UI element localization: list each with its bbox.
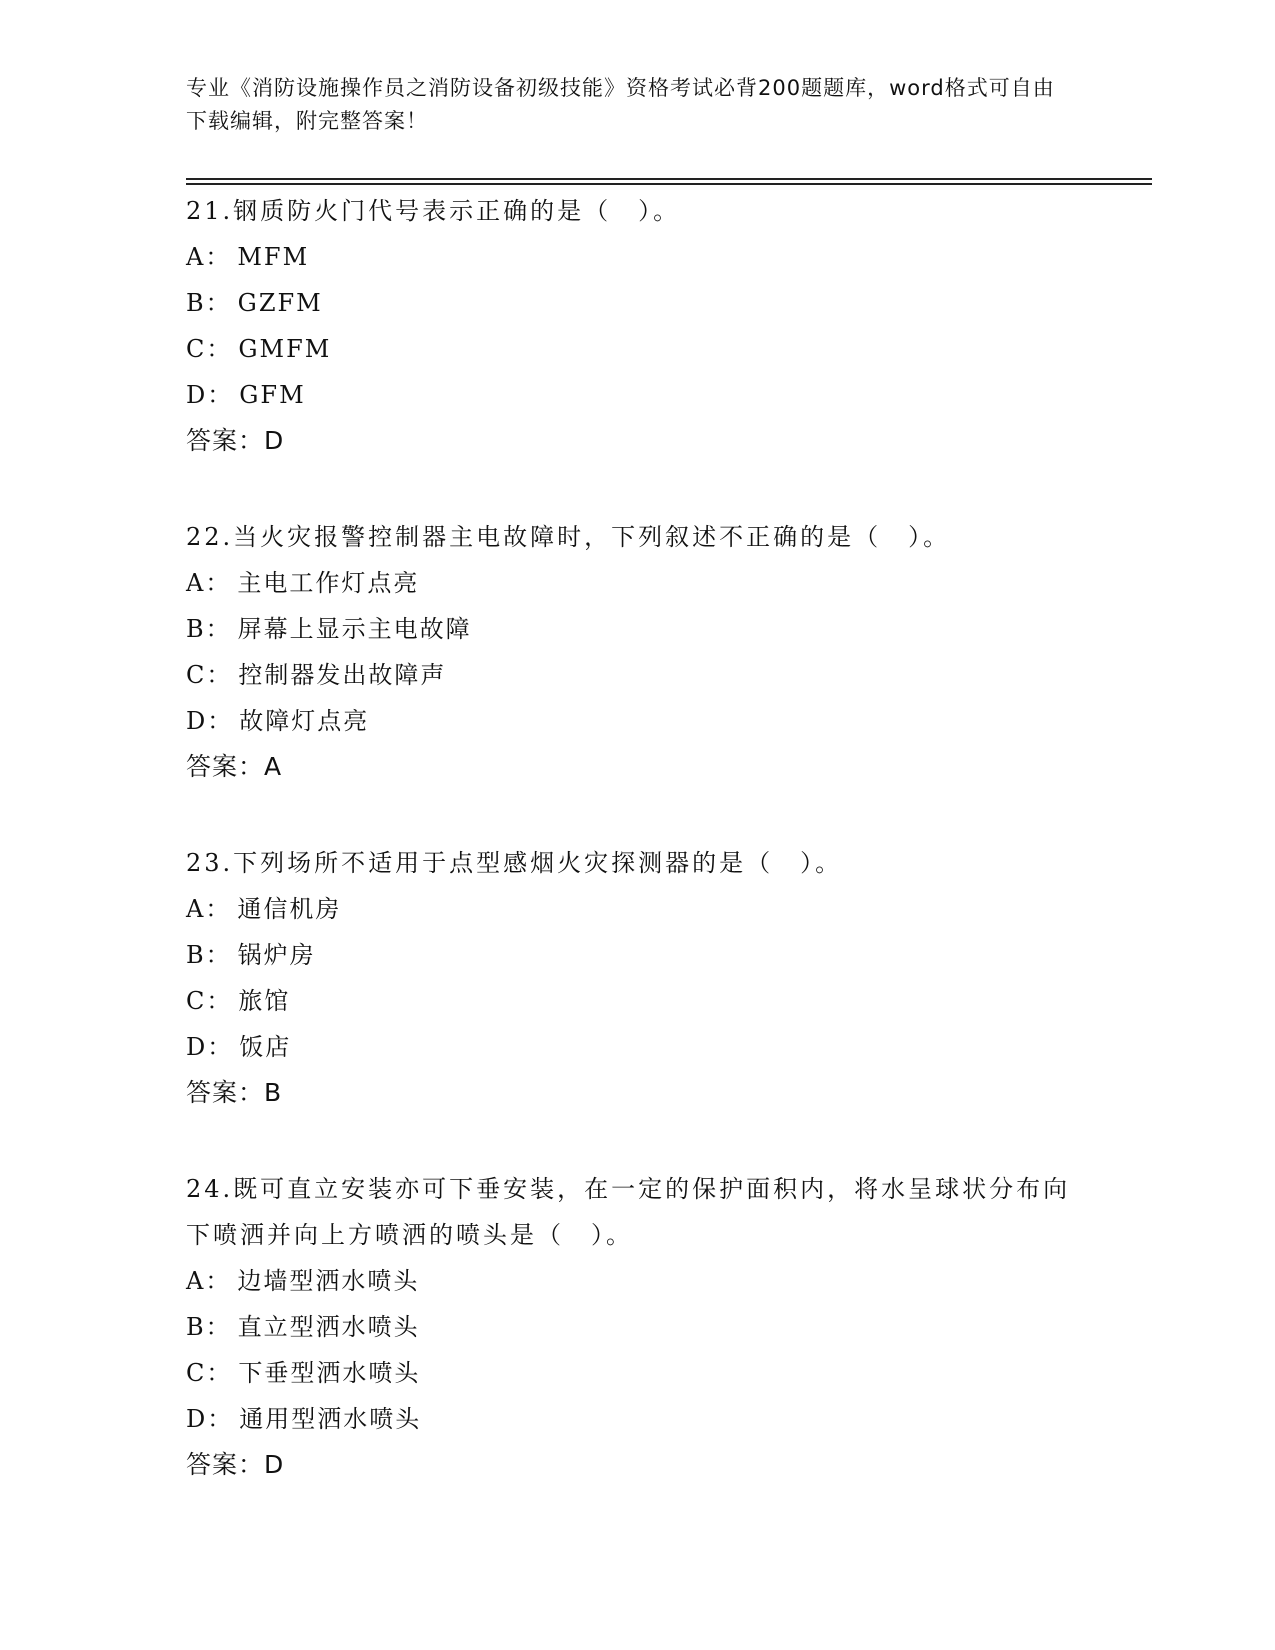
option-text: 控制器发出故障声 bbox=[238, 661, 447, 689]
option-label: C： bbox=[186, 1359, 233, 1387]
option-label: B： bbox=[186, 615, 232, 643]
option-label: C： bbox=[186, 335, 233, 363]
option-label: A： bbox=[186, 895, 232, 923]
question-stem: 24.既可直立安装亦可下垂安装，在一定的保护面积内，将水呈球状分布向下喷洒并向上方喷洒的喷头是（ ）。 bbox=[186, 1175, 1071, 1249]
option-text: 故障灯点亮 bbox=[239, 707, 370, 735]
option-c bbox=[186, 1350, 1086, 1396]
question-21 bbox=[186, 188, 1086, 464]
option-label: D： bbox=[186, 381, 234, 409]
option-text: 锅炉房 bbox=[237, 941, 316, 969]
option-text: 边墙型洒水喷头 bbox=[237, 1267, 420, 1295]
option-text: 下垂型洒水喷头 bbox=[238, 1359, 421, 1387]
option-c bbox=[186, 326, 1086, 372]
answer-line: 答案：D bbox=[186, 426, 285, 455]
option-label: B： bbox=[186, 289, 232, 317]
option-text: GFM bbox=[239, 381, 306, 409]
answer-line: 答案：B bbox=[186, 1078, 283, 1107]
header-divider-top bbox=[186, 178, 1152, 180]
option-a bbox=[186, 234, 1086, 280]
option-b bbox=[186, 280, 1086, 326]
option-b bbox=[186, 1304, 1086, 1350]
question-24 bbox=[186, 1166, 1086, 1488]
option-text: 通信机房 bbox=[237, 895, 342, 923]
option-text: GMFM bbox=[238, 335, 332, 363]
option-d bbox=[186, 1024, 1086, 1070]
option-label: C： bbox=[186, 987, 233, 1015]
option-label: D： bbox=[186, 707, 234, 735]
option-d bbox=[186, 372, 1086, 418]
option-text: 主电工作灯点亮 bbox=[237, 569, 420, 597]
option-label: B： bbox=[186, 1313, 232, 1341]
option-label: B： bbox=[186, 941, 232, 969]
header-divider-bottom bbox=[186, 183, 1152, 185]
question-stem: 23.下列场所不适用于点型感烟火灾探测器的是（ ）。 bbox=[186, 849, 843, 877]
option-label: A： bbox=[186, 1267, 232, 1295]
question-list bbox=[186, 188, 1086, 1538]
question-23 bbox=[186, 840, 1086, 1116]
option-label: A： bbox=[186, 243, 232, 271]
option-a bbox=[186, 1258, 1086, 1304]
option-label: A： bbox=[186, 569, 232, 597]
question-22 bbox=[186, 514, 1086, 790]
answer-line: 答案：D bbox=[186, 1450, 285, 1479]
option-a bbox=[186, 560, 1086, 606]
option-text: 通用型洒水喷头 bbox=[239, 1405, 422, 1433]
option-label: D： bbox=[186, 1033, 234, 1061]
option-b bbox=[186, 932, 1086, 978]
option-text: 屏幕上显示主电故障 bbox=[237, 615, 472, 643]
document-header: 专业《消防设施操作员之消防设备初级技能》资格考试必背200题题库，word格式可自由下载编辑，附完整答案！ bbox=[186, 76, 1055, 133]
option-text: 饭店 bbox=[239, 1033, 292, 1061]
option-a bbox=[186, 886, 1086, 932]
option-label: C： bbox=[186, 661, 233, 689]
question-stem: 22.当火灾报警控制器主电故障时，下列叙述不正确的是（ ）。 bbox=[186, 523, 951, 551]
option-b bbox=[186, 606, 1086, 652]
option-text: 旅馆 bbox=[238, 987, 291, 1015]
question-stem: 21.钢质防火门代号表示正确的是（ ）。 bbox=[186, 197, 681, 225]
option-text: 直立型洒水喷头 bbox=[237, 1313, 420, 1341]
answer-line: 答案：A bbox=[186, 752, 283, 781]
option-d bbox=[186, 1396, 1086, 1442]
option-d bbox=[186, 698, 1086, 744]
option-label: D： bbox=[186, 1405, 234, 1433]
option-c bbox=[186, 652, 1086, 698]
option-c bbox=[186, 978, 1086, 1024]
option-text: GZFM bbox=[237, 289, 323, 317]
option-text: MFM bbox=[237, 243, 310, 271]
